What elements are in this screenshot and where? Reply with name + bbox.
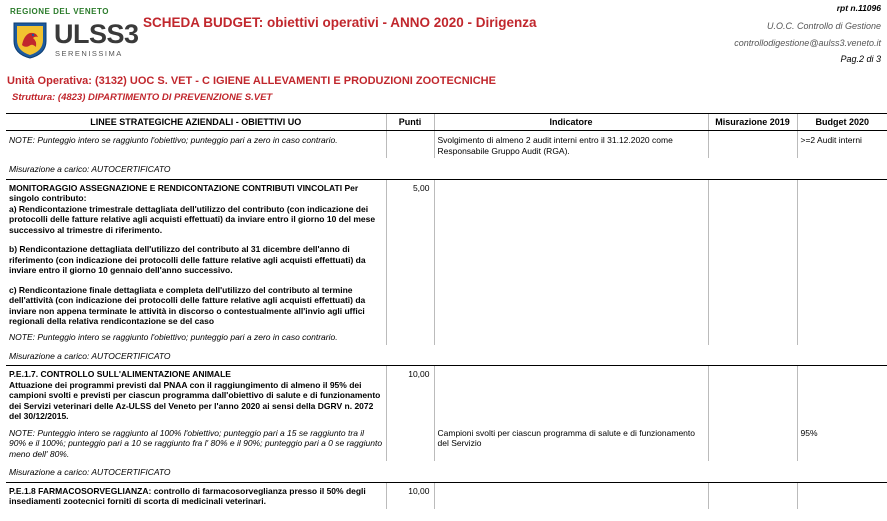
points-value: 5,00 <box>386 179 434 329</box>
report-number: rpt n.11096 <box>836 3 881 13</box>
office-name: U.O.C. Controllo di Gestione <box>766 21 881 31</box>
objective-point-c: c) Rendicontazione finale dettagliata e completa dell'utilizzo del contributo al termine dell'attività (con indicazione dei protocolli delle fatture relative agli acquisti effettuati) da inviare non appena terminate le attività in discorso o contestualmente all'invio agli uffici regionali della relativa rendicontazione se del caso <box>9 284 366 327</box>
measurement-cell <box>708 424 797 462</box>
objective-description <box>6 482 386 509</box>
table-row <box>6 366 887 424</box>
points-value: 10,00 <box>386 482 434 509</box>
indicator-cell <box>434 179 708 329</box>
page-number: Pag.2 di 3 <box>840 54 881 64</box>
logo-text: ULSS3 <box>54 19 139 49</box>
budget-cell: 95% <box>797 424 887 462</box>
objective-note: NOTE: Punteggio intero se raggiunto l'obiettivo; punteggio pari a zero in caso contrario. <box>9 331 338 342</box>
ulss3-logo <box>10 7 139 63</box>
measurement-cell <box>708 131 797 159</box>
objective-description <box>6 366 386 424</box>
operating-unit: Unità Operativa: (3132) UOC S. VET - C IGIENE ALLEVAMENTI E PRODUZIONI ZOOTECNICHE <box>7 75 496 87</box>
measurement-cell <box>708 179 797 329</box>
measurement-source: Misurazione a carico: AUTOCERTIFICATO <box>9 467 171 478</box>
indicator-cell: Campioni svolti per ciascun programma di salute e di funzionamento del Servizio <box>434 424 708 462</box>
measurement-source: Misurazione a carico: AUTOCERTIFICATO <box>9 164 171 175</box>
table-row <box>6 482 887 509</box>
objective-note: NOTE: Punteggio intero se raggiunto al 100% l'obiettivo; punteggio pari a 15 se raggiunto tra il 90% e il 100%; punteggio pari a 10 se raggiunto fra l' 80% e il 90%; punteggio pari a 0 se raggiunto meno dell' 80%. <box>9 427 383 459</box>
structure: Struttura: (4823) DIPARTIMENTO DI PREVENZIONE S.VET <box>12 92 273 103</box>
table-row <box>6 345 887 366</box>
objective-detail: Attuazione dei programmi previsti dal PNAA con il raggiungimento di almeno il 95% dei campioni svolti e previsti per ciascun programma dall'obiettivo di salute e di funzionamento dei Servizi veterinari delle Az-ULSS del Veneto per l'anno 2020 ai sensi della DGRV n. 2072 del 30/12/2015. <box>9 379 381 422</box>
objective-title: P.E.1.7. CONTROLLO SULL'ALIMENTAZIONE ANIMALE <box>9 369 231 380</box>
office-email[interactable]: controllodigestione@aulss3.veneto.it <box>734 38 881 48</box>
lion-shield-icon <box>12 21 48 59</box>
col-header-points: Punti <box>386 114 434 131</box>
table-header-row <box>6 114 887 131</box>
objective-point-a: a) Rendicontazione trimestrale dettagliata dell'utilizzo del contributo (con indicazione dei protocolli delle fatture relative agli acquisti effettuati) da inviare entro il giorno 10 del mese successivo al trimestre di riferimento. <box>9 203 376 235</box>
points-value: 10,00 <box>386 366 434 424</box>
objective-point-b: b) Rendicontazione dettagliata dell'utilizzo del contributo al 31 dicembre dell'anno di riferimento (con indicazione dei protocolli delle fatture relative agli acquisti effettuati) da inviare entro il giorno 10 gennaio dell'anno successivo. <box>9 244 366 276</box>
objective-intro: Per singolo contributo: <box>9 182 359 204</box>
table-row <box>6 424 887 462</box>
table-row <box>6 461 887 482</box>
objective-detail: controllo di farmacosorveglianza presso il 50% degli insediamenti zootecnici forniti di scorta di medicinali veterinari. <box>9 485 366 507</box>
objective-description <box>6 179 386 329</box>
col-header-budget-2020: Budget 2020 <box>797 114 887 131</box>
points-cell <box>386 131 434 159</box>
indicator-cell: Svolgimento di almeno 2 audit interni entro il 31.12.2020 come Responsabile Gruppo Audit (RGA). <box>434 131 708 159</box>
col-header-lines: LINEE STRATEGICHE AZIENDALI - OBIETTIVI UO <box>6 114 386 131</box>
table-row <box>6 179 887 329</box>
region-name: REGIONE DEL VENETO <box>10 7 109 16</box>
budget-objectives-table <box>6 113 887 509</box>
budget-cell <box>797 179 887 329</box>
objective-title: MONITORAGGIO ASSEGNAZIONE E RENDICONTAZIONE CONTRIBUTI VINCOLATI <box>9 182 343 193</box>
logo-subtitle: SERENISSIMA <box>55 49 123 58</box>
table-row <box>6 329 887 345</box>
objective-note: NOTE: Punteggio intero se raggiunto l'obiettivo; punteggio pari a zero in caso contrario. <box>9 135 338 145</box>
budget-cell: >=2 Audit interni <box>797 131 887 159</box>
table-row <box>6 131 887 159</box>
col-header-indicator: Indicatore <box>434 114 708 131</box>
measurement-source: Misurazione a carico: AUTOCERTIFICATO <box>9 350 171 361</box>
document-title: SCHEDA BUDGET: obiettivi operativi - ANNO 2020 - Dirigenza <box>143 15 537 30</box>
objective-title: P.E.1.8 FARMACOSORVEGLIANZA: <box>9 485 152 496</box>
table-row <box>6 158 887 179</box>
col-header-measurement-2019: Misurazione 2019 <box>708 114 797 131</box>
